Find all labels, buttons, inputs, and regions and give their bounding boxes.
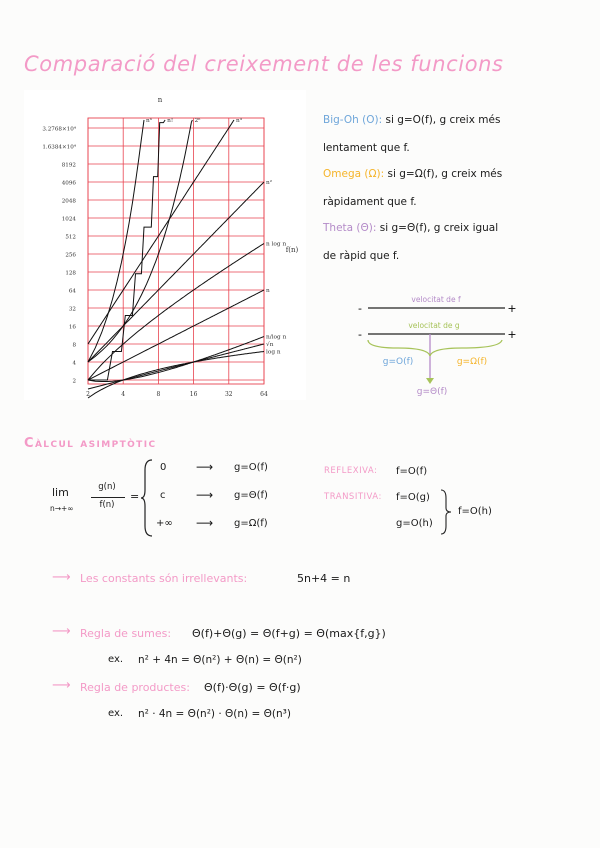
section-title: Càlcul asimptòtic <box>24 436 157 451</box>
bigoh-text-1: si g=O(f), g creix més <box>385 114 501 126</box>
y-tick-label: 16 <box>68 324 76 331</box>
case-2-result: g=Ω(f) <box>234 518 268 529</box>
case-2-value: +∞ <box>156 518 173 529</box>
bigoh-line-1 <box>323 114 500 126</box>
rule-2-label: Regla de productes: <box>80 681 190 694</box>
theta-line-1 <box>323 222 498 234</box>
rule-1-label: Regla de sumes: <box>80 627 172 640</box>
theta-text-2: de ràpid que f. <box>323 250 400 262</box>
curve-label: 2ⁿ <box>194 118 201 124</box>
bigoh-text-2: lentament que f. <box>323 142 410 154</box>
y-tick-label: 32 <box>68 306 76 313</box>
case-0-value: 0 <box>160 462 167 473</box>
cases-brace <box>140 458 154 538</box>
y-tick-label: 128 <box>65 270 76 277</box>
theta-name: Theta (Θ): <box>323 222 377 234</box>
x-tick-label: 8 <box>156 391 161 398</box>
omega-line-1 <box>323 168 502 180</box>
omega-text-2: ràpidament que f. <box>323 196 417 208</box>
curve-label: nⁿ <box>146 118 153 124</box>
y-tick-label: 1.6384×10⁴ <box>42 144 76 151</box>
rule-0-arrow: ⟶ <box>52 570 71 585</box>
theta-text-1: si g=Θ(f), g creix igual <box>379 222 499 234</box>
limit-den: f(n) <box>99 500 115 510</box>
case-0-result: g=O(f) <box>234 462 268 473</box>
omega-label: g=Ω(f) <box>456 357 488 367</box>
y-tick-label: 1024 <box>61 216 76 223</box>
velocity-g-label: velocitat de g <box>408 321 460 330</box>
page-title: Comparació del creixement de les funcions <box>24 52 504 76</box>
x-tick-label: 2 <box>86 391 90 398</box>
velocity-f-label: velocitat de f <box>411 295 461 304</box>
y-tick-label: 2048 <box>61 198 76 205</box>
curve-label: √n <box>266 342 274 348</box>
rule-2-ex: ex. <box>108 708 124 719</box>
bigoh-name: Big-Oh (O): <box>323 114 383 126</box>
x-tick-label: 64 <box>260 391 268 398</box>
reflexive-label: REFLEXIVA: <box>324 466 378 476</box>
x-tick-label: 32 <box>224 391 233 398</box>
rule-0-label: Les constants són irrellevants: <box>80 572 248 585</box>
limit-sub: n→+∞ <box>50 504 74 513</box>
y-tick-label: 2 <box>72 378 76 385</box>
minus-sign-1: - <box>358 302 362 315</box>
chart-top-label: n <box>157 96 163 104</box>
plus-sign-1: + <box>507 302 517 315</box>
o-label: g=O(f) <box>382 357 414 367</box>
limit-lim: lim <box>52 486 69 499</box>
reflexive-text: f=O(f) <box>396 466 428 477</box>
y-tick-label: 8 <box>72 342 76 349</box>
curve-label: n log n <box>266 241 287 248</box>
y-tick-label: 3.2768×10⁴ <box>42 126 76 133</box>
limit-num: g(n) <box>98 482 116 492</box>
rule-1-ex: ex. <box>108 654 124 665</box>
case-0-arrow: ⟶ <box>196 460 214 474</box>
y-tick-label: 512 <box>65 234 76 241</box>
case-2-arrow: ⟶ <box>196 516 214 530</box>
curve-label: n/log n <box>266 334 287 341</box>
fraction-bar <box>91 497 125 498</box>
rule-1-example: n² + 4n = Θ(n²) + Θ(n) = Θ(n²) <box>138 654 302 666</box>
case-1-value: c <box>160 490 166 501</box>
velocity-diagram <box>350 290 530 400</box>
curve-label: n³ <box>236 118 243 124</box>
transitive-1: f=O(g) <box>396 492 430 503</box>
limit-eq: = <box>130 490 140 503</box>
transitive-brace <box>440 488 452 536</box>
transitive-2: g=O(h) <box>396 518 433 529</box>
curve-label: n! <box>167 118 174 124</box>
case-1-result: g=Θ(f) <box>234 490 268 501</box>
curve-label: n² <box>266 180 273 186</box>
x-tick-label: 16 <box>189 391 198 398</box>
y-tick-label: 4 <box>72 360 76 367</box>
rule-2-arrow: ⟶ <box>52 678 71 693</box>
rule-1-formula: Θ(f)+Θ(g) = Θ(f+g) = Θ(max{f,g}) <box>192 627 386 640</box>
y-tick-label: 64 <box>68 288 76 295</box>
curve-label: log n <box>266 349 281 356</box>
rule-2-example: n² · 4n = Θ(n²) · Θ(n) = Θ(n³) <box>138 708 291 720</box>
rule-1-arrow: ⟶ <box>52 624 71 639</box>
minus-sign-2: - <box>358 328 362 341</box>
y-tick-label: 4096 <box>61 180 76 187</box>
case-1-arrow: ⟶ <box>196 488 214 502</box>
transitive-result: f=O(h) <box>458 506 492 517</box>
transitive-label: TRANSITIVA: <box>324 492 382 502</box>
omega-name: Omega (Ω): <box>323 168 385 180</box>
y-tick-label: 256 <box>65 252 76 259</box>
growth-chart <box>24 90 306 400</box>
rule-2-formula: Θ(f)·Θ(g) = Θ(f·g) <box>204 681 301 694</box>
curve-label: n <box>266 288 270 294</box>
y-tick-label: 8192 <box>61 162 76 169</box>
plus-sign-2: + <box>507 328 517 341</box>
rule-0-formula: 5n+4 = n <box>297 572 351 585</box>
chart-right-label: f(n) <box>285 246 299 254</box>
omega-text-1: si g=Ω(f), g creix més <box>387 168 503 180</box>
x-tick-label: 4 <box>121 391 126 398</box>
theta-label: g=Θ(f) <box>416 387 448 397</box>
